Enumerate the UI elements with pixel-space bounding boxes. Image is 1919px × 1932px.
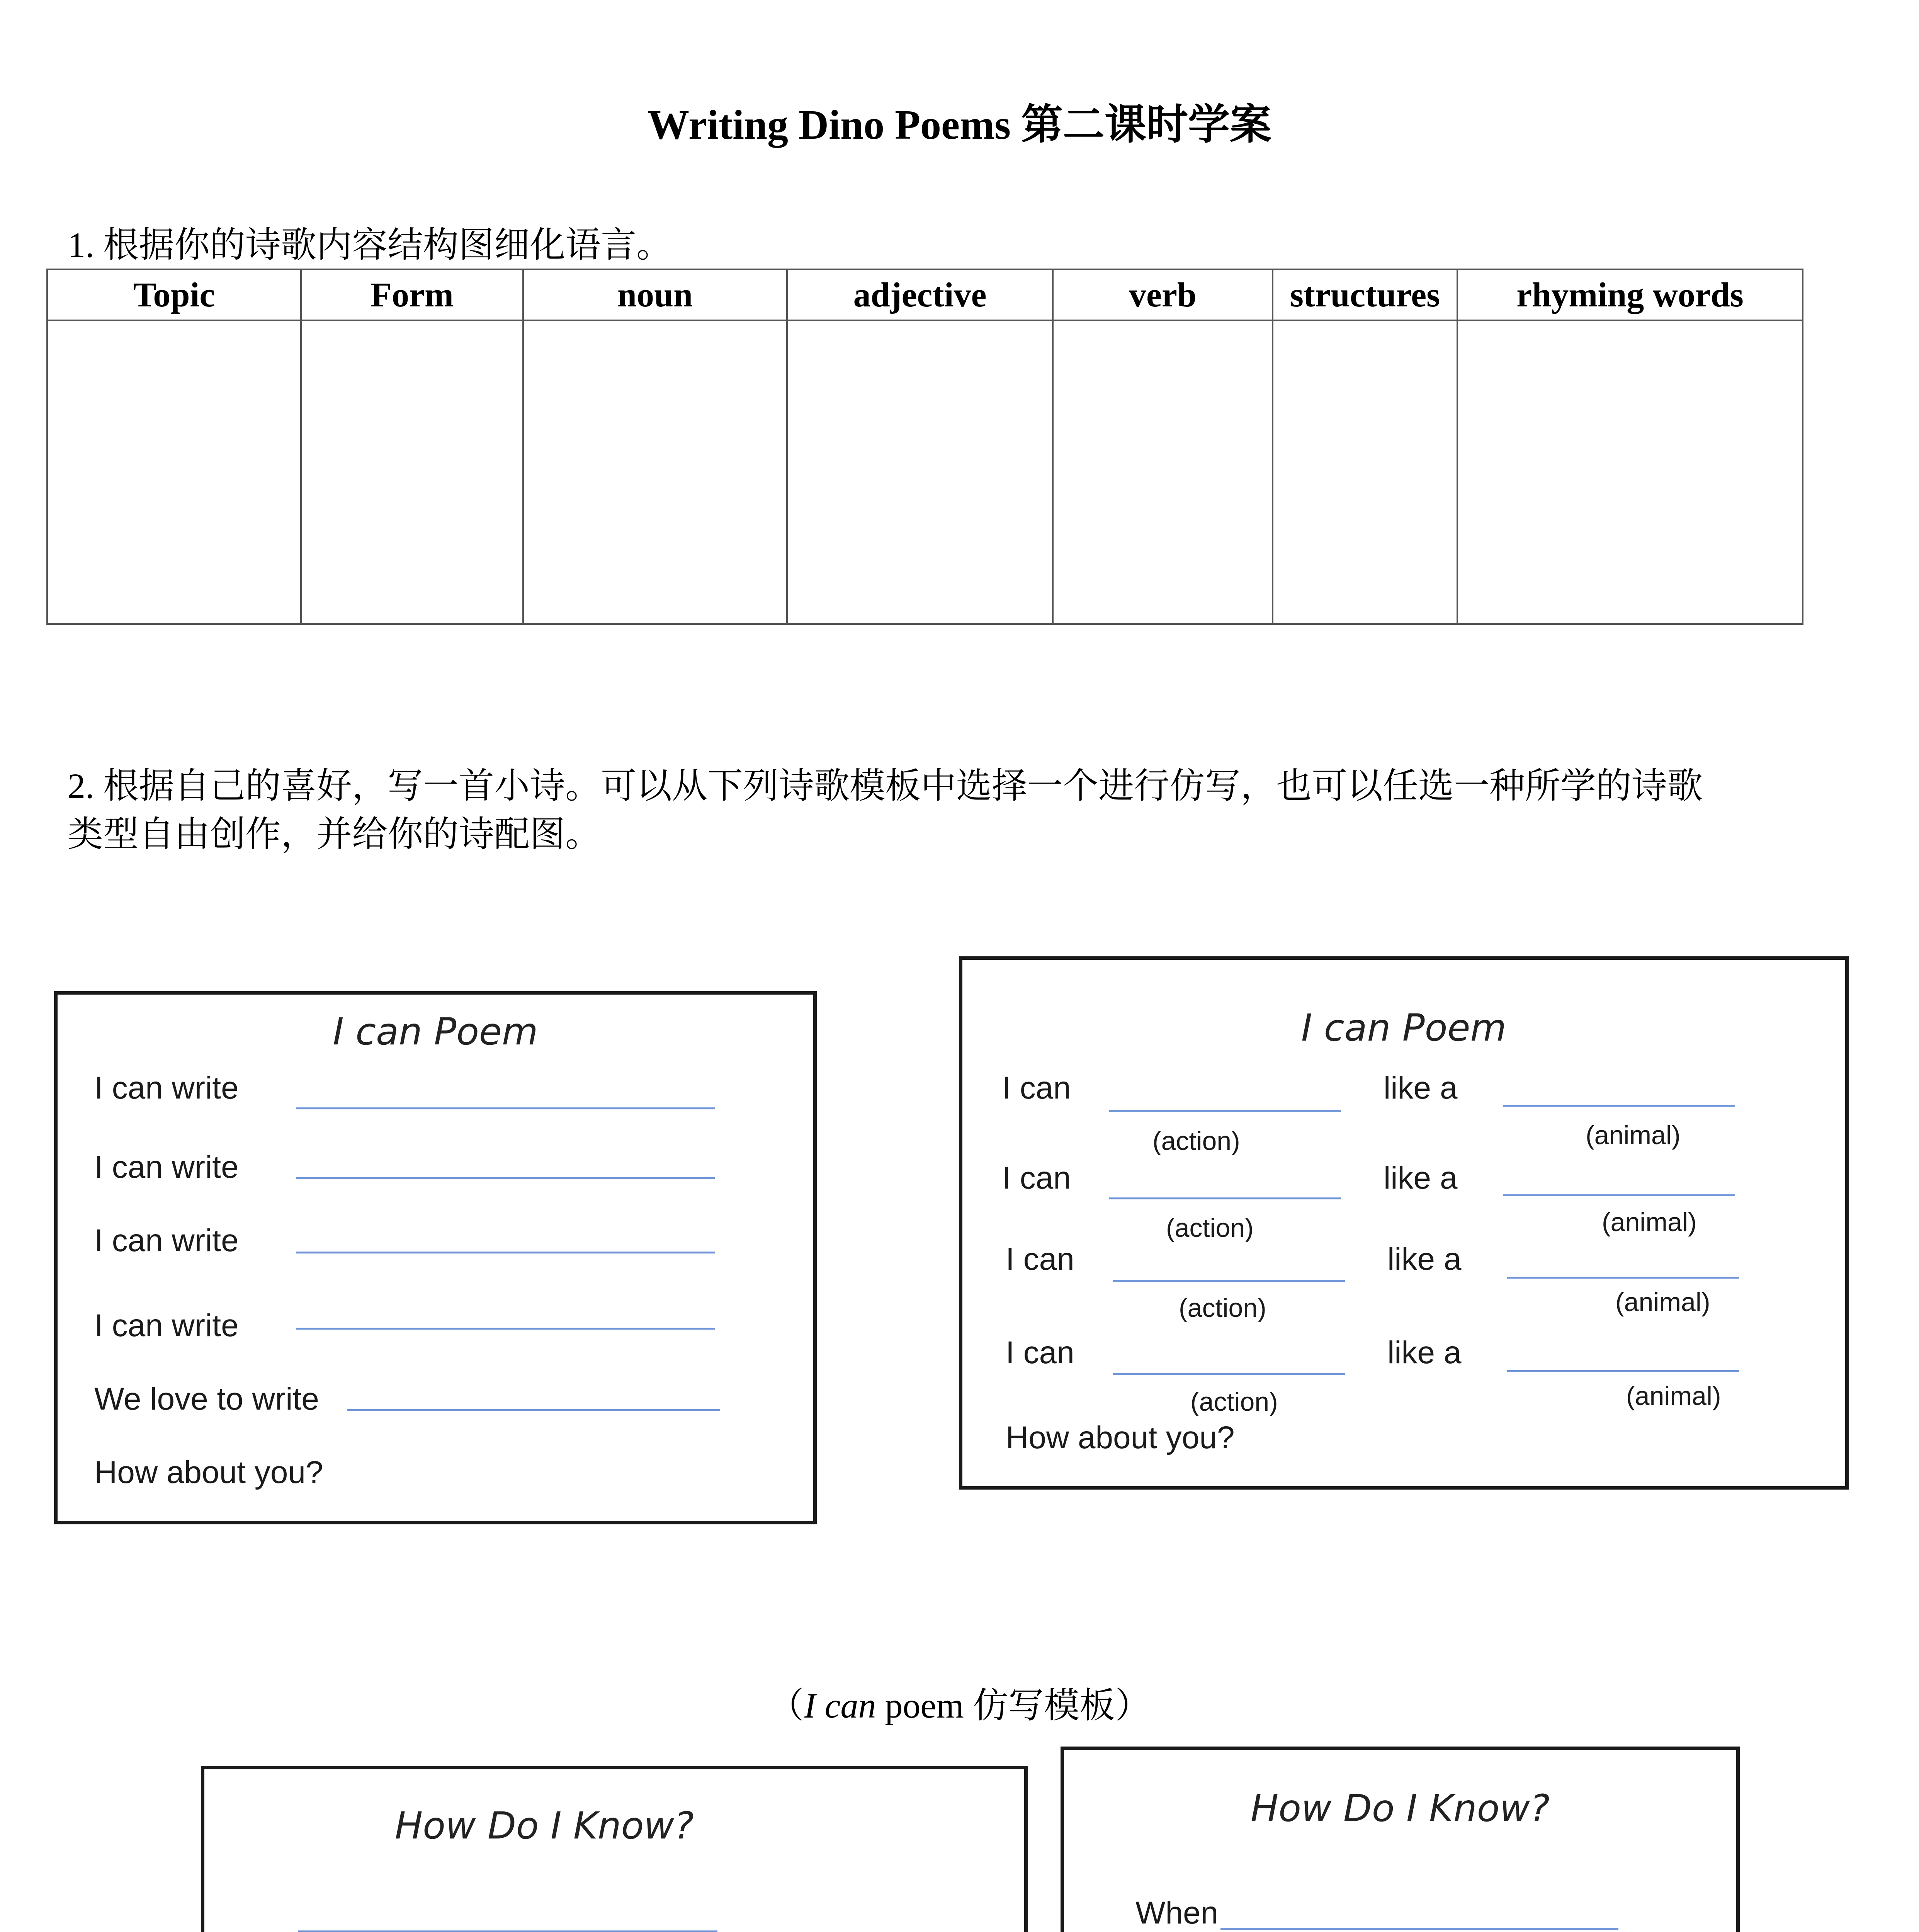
header-rhyming-words: rhyming words	[1457, 269, 1803, 320]
section-2-instruction-line1: 2. 根据自己的喜好，写一首小诗。可以从下列诗歌模板中选择一个进行仿写，也可以任选一种所学的诗歌	[68, 766, 1703, 806]
when-blank-line[interactable]	[1220, 1928, 1618, 1930]
line-label: I can write	[94, 1308, 239, 1343]
animal-caption: (animal)	[1615, 1287, 1710, 1317]
cell-rhyming-words[interactable]	[1457, 320, 1803, 624]
blank-line[interactable]	[296, 1328, 715, 1330]
line-label: We love to write	[94, 1381, 319, 1417]
section-1-instruction: 1. 根据你的诗歌内容结构图细化语言。	[68, 225, 672, 265]
action-caption: (action)	[1152, 1126, 1240, 1156]
action-caption: (action)	[1179, 1293, 1266, 1323]
caption-rest: poem 仿写模板）	[876, 1686, 1151, 1725]
i-can-label: I can	[1006, 1335, 1074, 1370]
animal-blank-line[interactable]	[1507, 1277, 1739, 1279]
header-form: Form	[301, 269, 523, 320]
like-a-label: like a	[1384, 1070, 1458, 1105]
action-caption: (action)	[1166, 1213, 1254, 1243]
header-structures: structures	[1273, 269, 1457, 320]
table-row	[47, 320, 1803, 624]
caption-open: （	[768, 1686, 804, 1725]
language-planning-table	[46, 269, 1803, 625]
animal-blank-line[interactable]	[1507, 1370, 1739, 1372]
section-2-instruction-line2: 类型自由创作，并给你的诗配图。	[68, 815, 601, 854]
i-can-poem-template-2	[959, 956, 1849, 1490]
template-title: How Do I Know?	[1251, 1787, 1550, 1830]
animal-blank-line[interactable]	[1503, 1194, 1735, 1196]
caption-italic-title: I can	[804, 1686, 876, 1725]
blank-line[interactable]	[347, 1409, 720, 1411]
i-can-template-caption	[0, 1677, 1919, 1728]
animal-blank-line[interactable]	[1503, 1105, 1735, 1107]
closing-line: How about you?	[1006, 1420, 1235, 1455]
how-do-i-know-template-2	[1061, 1747, 1740, 1932]
header-noun: noun	[523, 269, 787, 320]
cell-verb[interactable]	[1053, 320, 1273, 624]
i-can-label: I can	[1006, 1242, 1074, 1277]
action-blank-line[interactable]	[1109, 1110, 1341, 1112]
page-title: Writing Dino Poems 第二课时学案	[648, 102, 1271, 148]
action-blank-line[interactable]	[1113, 1280, 1345, 1282]
animal-caption: (animal)	[1586, 1121, 1681, 1150]
header-topic: Topic	[47, 269, 301, 320]
blank-line[interactable]	[296, 1252, 715, 1253]
template-title: I can Poem	[1301, 1006, 1506, 1049]
action-blank-line[interactable]	[1109, 1197, 1341, 1199]
cell-adjective[interactable]	[787, 320, 1053, 624]
header-adjective: adjective	[787, 269, 1053, 320]
i-can-label: I can	[1002, 1160, 1071, 1196]
template-title: I can Poem	[333, 1010, 538, 1053]
template-title: How Do I Know?	[395, 1804, 694, 1847]
see-blank-line[interactable]	[298, 1930, 717, 1932]
i-can-poem-template-1	[54, 991, 817, 1524]
like-a-label: like a	[1384, 1160, 1458, 1196]
blank-line[interactable]	[296, 1177, 715, 1179]
i-can-label: I can	[1002, 1070, 1071, 1105]
how-do-i-know-template-1	[201, 1766, 1028, 1932]
cell-noun[interactable]	[523, 320, 787, 624]
action-caption: (action)	[1190, 1387, 1278, 1417]
cell-structures[interactable]	[1273, 320, 1457, 624]
like-a-label: like a	[1387, 1242, 1462, 1277]
blank-line[interactable]	[296, 1107, 715, 1109]
action-blank-line[interactable]	[1113, 1373, 1345, 1375]
closing-line: How about you?	[94, 1455, 323, 1490]
cell-topic[interactable]	[47, 320, 301, 624]
header-verb: verb	[1053, 269, 1273, 320]
line-label: I can write	[94, 1150, 239, 1185]
when-label: When	[1135, 1895, 1219, 1930]
line-label: I can write	[94, 1223, 239, 1258]
animal-caption: (animal)	[1626, 1381, 1721, 1411]
cell-form[interactable]	[301, 320, 523, 624]
line-label: I can write	[94, 1070, 239, 1105]
animal-caption: (animal)	[1602, 1208, 1697, 1237]
like-a-label: like a	[1387, 1335, 1462, 1370]
